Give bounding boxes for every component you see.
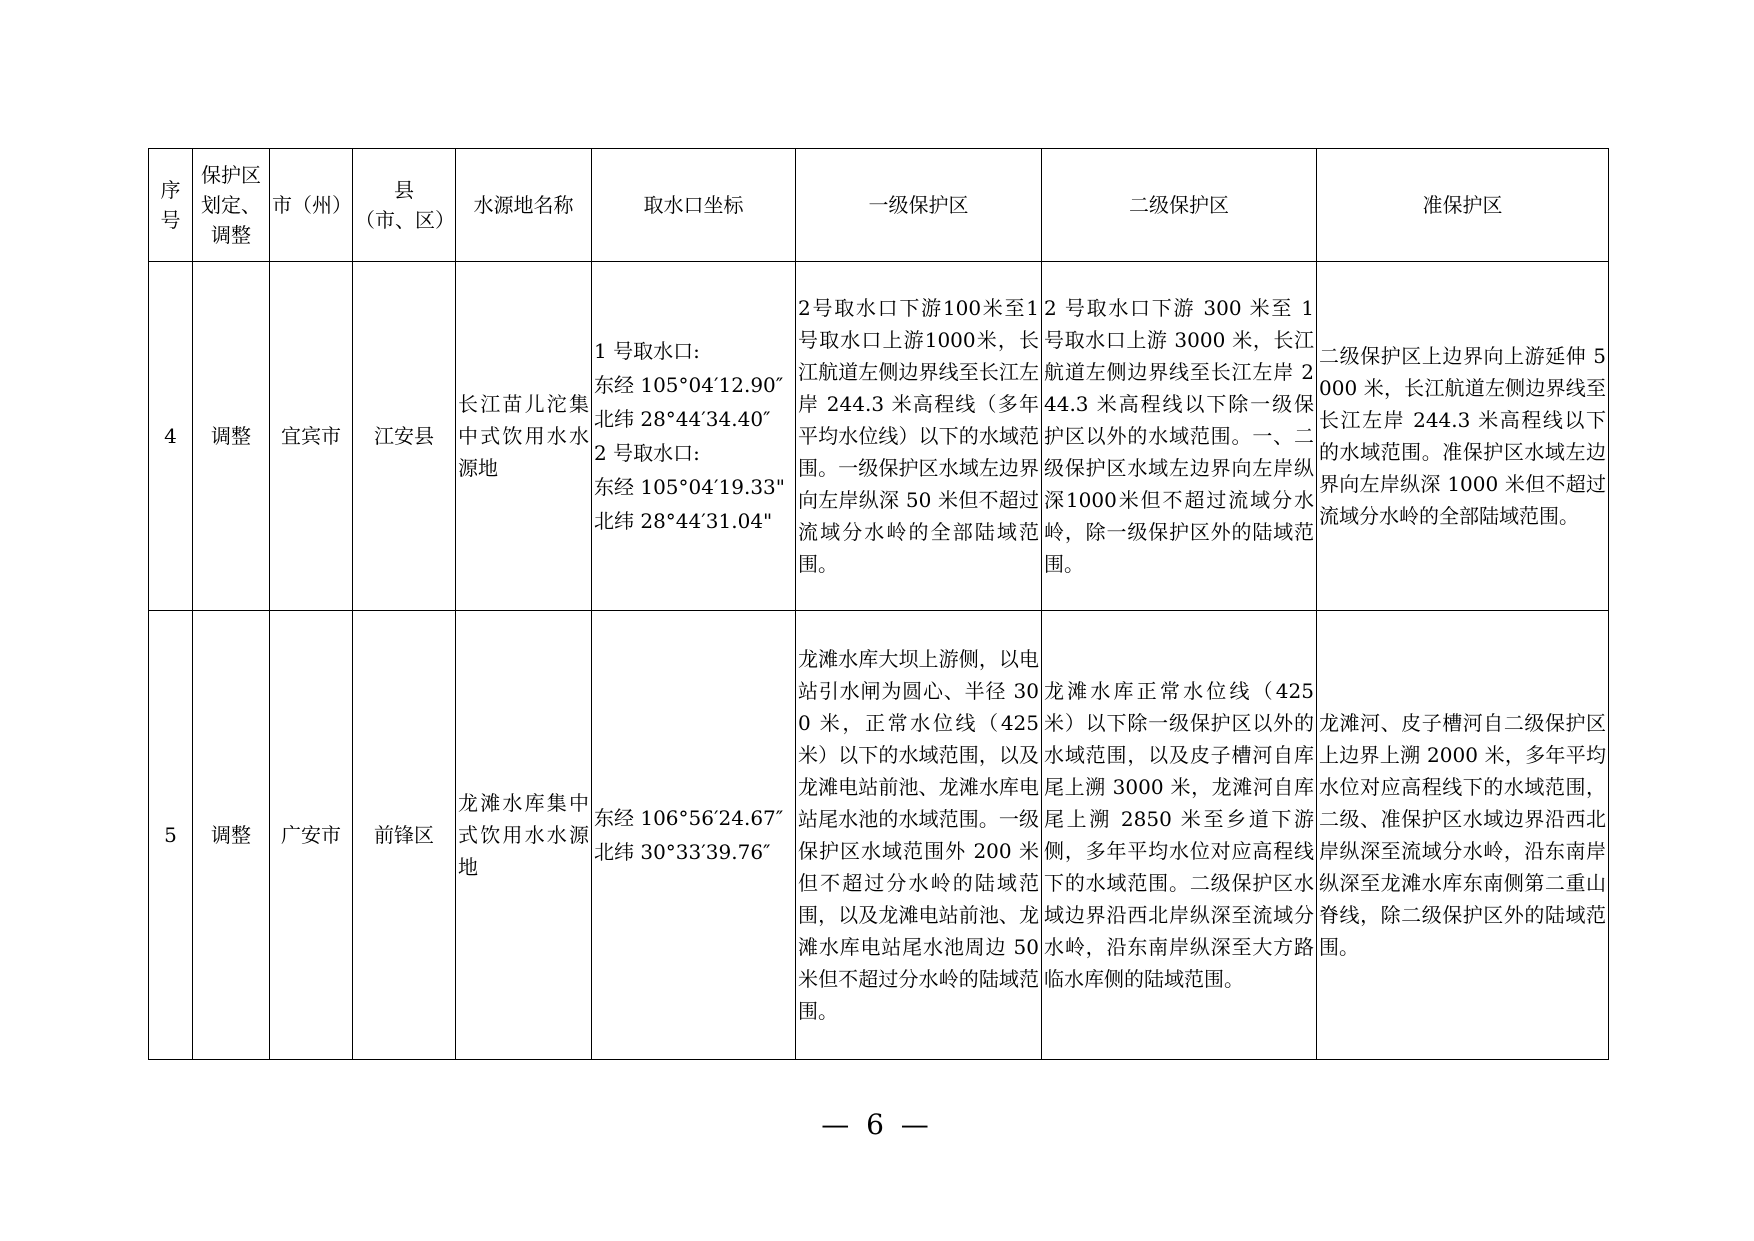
table-header-row [149,149,1609,262]
cell-quasi: 二级保护区上边界向上游延伸 5000 米，长江航道左侧边界线至长江左岸 244.3 米高程线以下的水域范围。准保护区水域左边界向左岸纵深 1000 米但不超过流域分水岭的全部陆域范围。 [1317,262,1609,611]
cell-level2: 2 号取水口下游 300 米至 1 号取水口上游 3000 米，长江航道左侧边界线至长江左岸 244.3 米高程线以下除一级保护区以外的水域范围。一、二级保护区水域左边界向左岸纵深1000米但不超过流域分水岭，除一级保护区外的陆域范围。 [1042,262,1317,611]
header-county: 县 （市、区） [353,149,456,262]
coord-line: 东经 105°04′19.33" [594,475,785,499]
page-number: — 6 — [821,1108,933,1141]
cell-quasi: 龙滩河、皮子槽河自二级保护区上边界上溯 2000 米，多年平均水位对应高程线下的水域范围，二级、准保护区水域边界沿西北岸纵深至流域分水岭，沿东南岸纵深至龙滩水库东南侧第二重山脊线，除二级保护区外的陆域范围。 [1317,611,1609,1060]
cell-type: 调整 [193,262,270,611]
cell-county: 前锋区 [353,611,456,1060]
document-page [148,148,1608,1060]
table-row [149,262,1609,611]
cell-city: 宜宾市 [270,262,353,611]
coord-line: 北纬 28°44′34.40″ [594,407,771,431]
cell-level1: 2号取水口下游100米至1号取水口上游1000米，长江航道左侧边界线至长江左岸 244.3 米高程线（多年平均水位线）以下的水域范围。一级保护区水域左边界向左岸纵深 50 米但不超过流域分水岭的全部陆域范围。 [796,262,1042,611]
cell-source-name: 龙滩水库集中式饮用水水源地 [456,611,592,1060]
cell-seq: 4 [149,262,193,611]
cell-type: 调整 [193,611,270,1060]
header-level1: 一级保护区 [796,149,1042,262]
header-level2: 二级保护区 [1042,149,1317,262]
cell-level2: 龙滩水库正常水位线（425 米）以下除一级保护区以外的水域范围，以及皮子槽河自库尾上溯 3000 米，龙滩河自库尾上溯 2850 米至乡道下游侧，多年平均水位对应高程线下的水域范围。二级保护区水域边界沿西北岸纵深至流域分水岭，沿东南岸纵深至大方路临水库侧的陆域范围。 [1042,611,1317,1060]
cell-city: 广安市 [270,611,353,1060]
coord-line: 北纬 28°44′31.04" [594,509,773,533]
header-source-name: 水源地名称 [456,149,592,262]
table-row [149,611,1609,1060]
header-coords: 取水口坐标 [592,149,796,262]
coord-line: 东经 106°56′24.67″ [594,806,784,830]
header-seq: 序 号 [149,149,193,262]
cell-coords [592,611,796,1060]
cell-county: 江安县 [353,262,456,611]
cell-seq: 5 [149,611,193,1060]
header-city: 市（州） [270,149,353,262]
coord-line: 2 号取水口: [594,441,700,465]
cell-coords [592,262,796,611]
water-source-protection-table [148,148,1609,1060]
header-type: 保护区 划定、 调整 [193,149,270,262]
header-quasi: 准保护区 [1317,149,1609,262]
coord-line: 东经 105°04′12.90″ [594,373,784,397]
cell-level1: 龙滩水库大坝上游侧，以电站引水闸为圆心、半径 300 米，正常水位线（425 米）以下的水域范围，以及龙滩电站前池、龙滩水库电站尾水池的水域范围。一级保护区水域范围外 200 米但不超过分水岭的陆域范围，以及龙滩电站前池、龙滩水库电站尾水池周边 50 米但不超过分水岭的陆域范围。 [796,611,1042,1060]
cell-source-name: 长江苗儿沱集中式饮用水水源地 [456,262,592,611]
coord-line: 北纬 30°33′39.76″ [594,840,771,864]
coord-line: 1 号取水口: [594,339,700,363]
